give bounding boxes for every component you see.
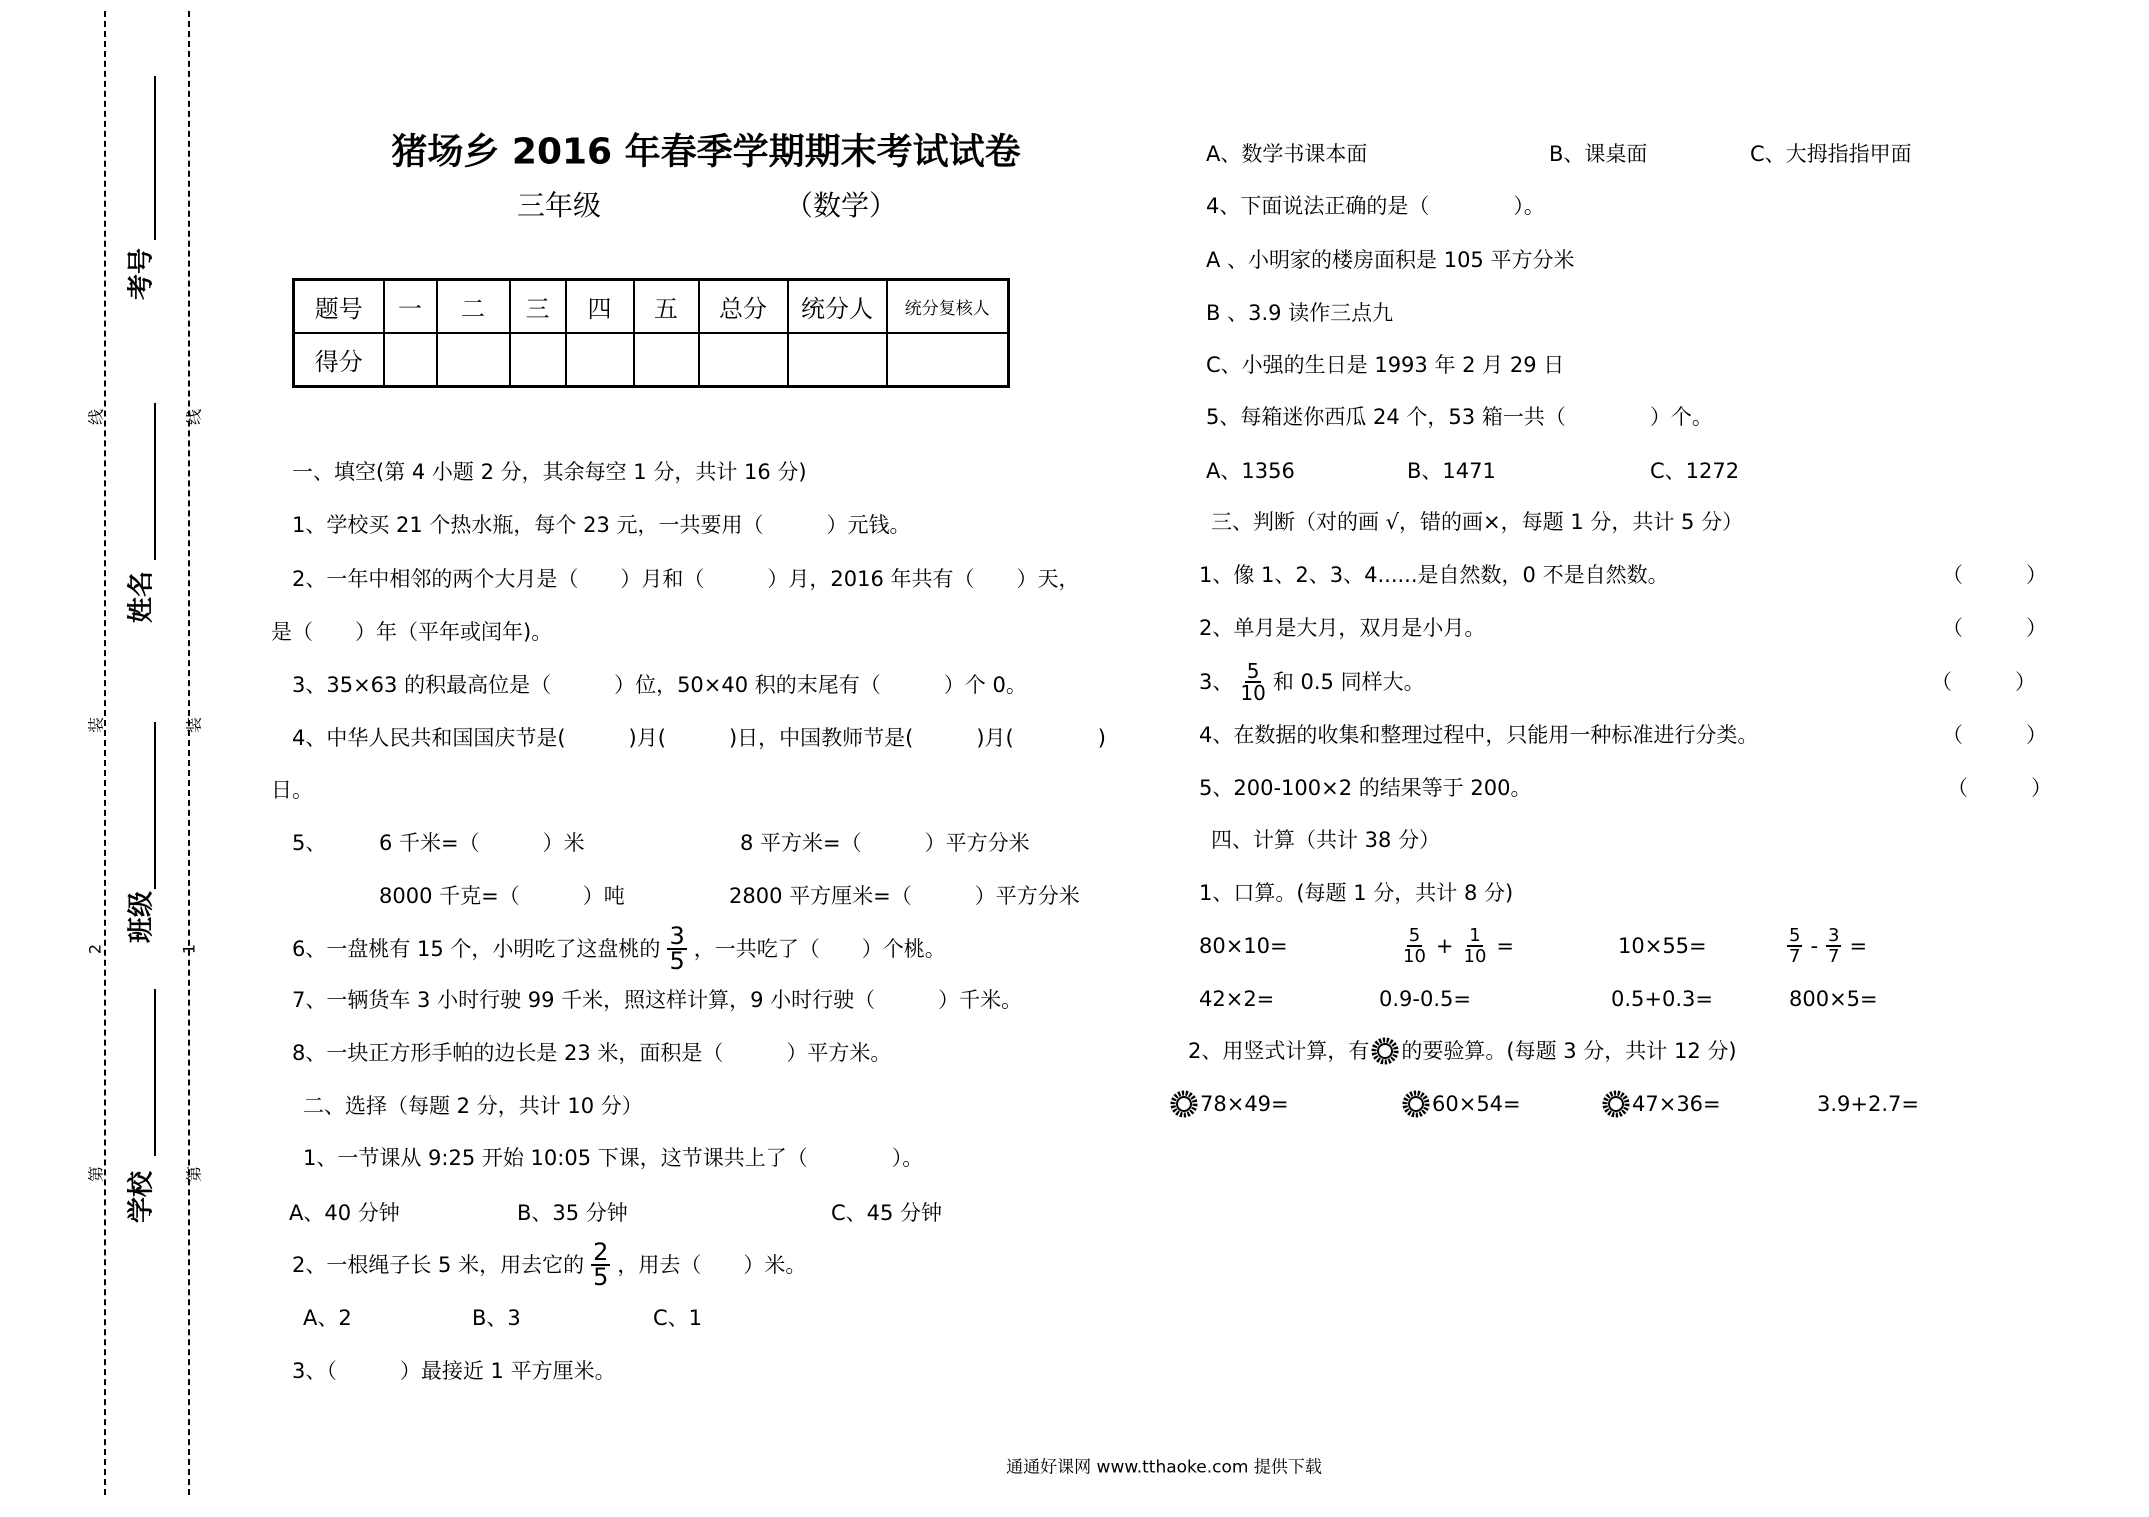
judge-item: 5、200-100×2 的结果等于 200。 (1199, 776, 1532, 800)
gear-icon (1170, 1090, 1198, 1118)
exam-no-label: 考号 (126, 247, 157, 301)
footer-credit: 通通好课网 www.tthaoke.com 提供下载 (1006, 1457, 1322, 1478)
problem-text: 60×54= (1432, 1092, 1521, 1116)
score-cell (384, 333, 437, 387)
school-underline (154, 989, 156, 1156)
gear-icon (1602, 1090, 1630, 1118)
subsection-heading: 1、口算。(每题 1 分，共计 8 分) (1199, 881, 1514, 905)
score-header-cell: 统分人 (788, 280, 887, 334)
subsection-heading (1188, 1037, 1737, 1065)
binding-mark: 1 (179, 943, 199, 955)
fraction-denominator: 5 (593, 1263, 609, 1291)
oral-problem: 42×2= (1199, 987, 1275, 1011)
answer-blank: （ ） (1931, 670, 2036, 694)
question-line: 8、一块正方形手帕的边长是 23 米，面积是（ ）平方米。 (292, 1041, 892, 1065)
question-line: 7、一辆货车 3 小时行驶 99 千米，照这样计算，9 小时行驶（ ）千米。 (292, 988, 1023, 1012)
score-cell (510, 333, 566, 387)
question-line: 日。 (271, 778, 313, 802)
binding-mark: 线 (184, 408, 204, 426)
section-heading: 一、填空(第 4 小题 2 分，其余每空 1 分，共计 16 分) (292, 460, 807, 484)
score-header-cell: 总分 (699, 280, 788, 334)
score-table-header-row (294, 280, 1009, 334)
fraction-numerator: 1 (1469, 925, 1481, 946)
score-header-cell: 统分复核人 (887, 280, 1009, 334)
conversion-item: 2800 平方厘米=（ ）平方分米 (729, 884, 1080, 908)
fraction-numerator: 5 (1408, 925, 1421, 946)
vertical-problem (1168, 1090, 1289, 1118)
judge-item: 4、在数据的收集和整理过程中，只能用一种标准进行分类。 (1199, 723, 1759, 747)
question-text: 2、用竖式计算，有 (1188, 1039, 1370, 1063)
answer-blank: （ ） (1947, 776, 2052, 800)
fraction-denominator: 7 (1789, 946, 1801, 967)
judge-item (1199, 661, 1425, 703)
question-line: 2、一年中相邻的两个大月是（ ）月和（ ）月，2016 年共有（ ）天， (292, 567, 1080, 591)
fraction (1238, 661, 1267, 703)
section-heading: 四、计算（共计 38 分） (1211, 828, 1441, 852)
question-line: 4、中华人民共和国国庆节是( )月( )日，中国教师节是( )月( ) (292, 726, 1106, 750)
score-cell (437, 333, 510, 387)
oral-problem: 80×10= (1199, 934, 1288, 958)
option-c: C、1 (653, 1306, 703, 1330)
fraction (1401, 926, 1428, 966)
option-c: C、大拇指指甲面 (1750, 142, 1912, 166)
oral-problem (1782, 926, 1870, 966)
problem-text: 47×36= (1632, 1092, 1721, 1116)
binding-line-inner (188, 11, 190, 1495)
option-b: B、1471 (1407, 459, 1496, 483)
question-number: 5、 (292, 831, 327, 855)
equals-sign: = (1496, 934, 1515, 958)
question-text: 2、一根绳子长 5 米，用去它的 (292, 1253, 585, 1277)
vertical-problem (1400, 1090, 1521, 1118)
fraction (1787, 926, 1802, 966)
fraction-denominator: 10 (1240, 681, 1266, 705)
binding-mark: 2 (85, 943, 105, 955)
subject-label: （数学） (785, 189, 898, 222)
option-a: A 、小明家的楼房面积是 105 平方分米 (1206, 248, 1575, 272)
exam-no-underline (154, 76, 156, 240)
binding-mark: 线 (86, 408, 106, 426)
gear-icon (1371, 1037, 1399, 1065)
fraction-denominator: 7 (1828, 946, 1840, 967)
fraction-denominator: 5 (669, 947, 685, 975)
equals-sign: = (1849, 934, 1868, 958)
option-a: A、1356 (1206, 459, 1295, 483)
binding-line-outer (104, 11, 106, 1495)
operator: - (1810, 934, 1819, 958)
question-line: 1、一节课从 9:25 开始 10:05 下课，这节课共上了（ ）。 (303, 1146, 924, 1170)
section-heading: 三、判断（对的画 √，错的画×，每题 1 分，共计 5 分） (1211, 510, 1744, 534)
score-table-score-row (294, 333, 1009, 387)
score-header-cell: 题号 (294, 280, 384, 334)
question-line: 3、（ ）最接近 1 平方厘米。 (292, 1359, 616, 1383)
score-header-cell: 一 (384, 280, 437, 334)
score-header-cell: 二 (437, 280, 510, 334)
option-c: C、小强的生日是 1993 年 2 月 29 日 (1206, 353, 1565, 377)
fraction-numerator: 2 (593, 1238, 609, 1266)
option-a: A、40 分钟 (289, 1201, 400, 1225)
conversion-item: 6 千米=（ ）米 (379, 831, 585, 855)
name-underline (154, 403, 156, 560)
fraction (1462, 926, 1489, 966)
vertical-problem (1817, 1091, 1919, 1117)
fraction-numerator: 3 (1828, 925, 1840, 946)
question-line: 3、35×63 的积最高位是（ ）位，50×40 积的末尾有（ ）个 0。 (292, 673, 1027, 697)
score-header-cell: 四 (566, 280, 634, 334)
fraction-denominator: 10 (1403, 946, 1426, 967)
binding-mark: 第 (86, 1165, 106, 1183)
score-header-cell: 五 (634, 280, 699, 334)
fraction-numerator: 5 (1789, 925, 1801, 946)
score-cell (566, 333, 634, 387)
score-cell (699, 333, 788, 387)
problem-text: 3.9+2.7= (1817, 1092, 1919, 1116)
option-b: B、课桌面 (1549, 142, 1648, 166)
school-label: 学校 (126, 1170, 157, 1224)
binding-mark: 装 (184, 716, 204, 734)
class-label: 班级 (126, 890, 157, 944)
fraction-denominator: 10 (1463, 946, 1487, 967)
grade-label: 三年级 (517, 189, 602, 222)
binding-mark: 第 (184, 1165, 204, 1183)
option-b: B、35 分钟 (517, 1201, 628, 1225)
question-text: 6、一盘桃有 15 个，小明吃了这盘桃的 (292, 937, 661, 961)
fraction (1826, 926, 1841, 966)
fraction-numerator: 5 (1246, 659, 1260, 683)
score-cell (634, 333, 699, 387)
oral-problem (1396, 926, 1517, 966)
question-text: ，用去（ ）米。 (617, 1253, 807, 1277)
section-heading: 二、选择（每题 2 分，共计 10 分） (303, 1094, 643, 1118)
operator: + (1435, 934, 1454, 958)
option-a: A、2 (303, 1306, 352, 1330)
question-line (292, 1238, 807, 1291)
oral-problem: 0.9-0.5= (1379, 987, 1471, 1011)
gear-icon (1402, 1090, 1430, 1118)
option-a: A、数学书课本面 (1206, 142, 1368, 166)
conversion-item: 8 平方米=（ ）平方分米 (740, 831, 1030, 855)
question-line: 5、每箱迷你西瓜 24 个，53 箱一共（ ）个。 (1206, 405, 1713, 429)
oral-problem: 10×55= (1618, 934, 1707, 958)
question-text: 的要验算。(每题 3 分，共计 12 分) (1401, 1039, 1737, 1063)
answer-blank: （ ） (1942, 616, 2047, 640)
score-cell (887, 333, 1009, 387)
fraction (667, 922, 686, 975)
name-label: 姓名 (126, 570, 157, 624)
question-line (292, 922, 946, 975)
binding-mark: 装 (86, 716, 106, 734)
page-title: 猪场乡 2016 年春季学期期末考试试卷 (391, 131, 1021, 173)
option-b: B、3 (472, 1306, 521, 1330)
class-underline (154, 722, 156, 889)
judge-item: 1、像 1、2、3、4......是自然数，0 不是自然数。 (1199, 563, 1669, 587)
answer-blank: （ ） (1942, 723, 2047, 747)
question-text: 3、 (1199, 670, 1234, 694)
score-cell (788, 333, 887, 387)
conversion-item: 8000 千克=（ ）吨 (379, 884, 625, 908)
question-line: 是（ ）年（平年或闰年)。 (271, 620, 553, 644)
judge-item: 2、单月是大月，双月是小月。 (1199, 616, 1486, 640)
score-row-label: 得分 (294, 333, 384, 387)
option-c: C、45 分钟 (831, 1201, 943, 1225)
problem-text: 78×49= (1200, 1092, 1289, 1116)
score-header-cell: 三 (510, 280, 566, 334)
question-line: 4、下面说法正确的是（ ）。 (1206, 194, 1545, 218)
option-c: C、1272 (1650, 459, 1740, 483)
fraction-numerator: 3 (669, 922, 685, 950)
oral-problem: 0.5+0.3= (1611, 987, 1713, 1011)
option-b: B 、3.9 读作三点九 (1206, 301, 1394, 325)
question-text: 和 0.5 同样大。 (1272, 670, 1425, 694)
vertical-problem (1600, 1090, 1721, 1118)
oral-problem: 800×5= (1789, 987, 1878, 1011)
question-line: 1、学校买 21 个热水瓶，每个 23 元，一共要用（ ）元钱。 (292, 513, 911, 537)
fraction (591, 1238, 610, 1291)
question-text: ，一共吃了（ ）个桃。 (693, 937, 946, 961)
answer-blank: （ ） (1942, 563, 2047, 587)
score-table (292, 278, 1010, 388)
